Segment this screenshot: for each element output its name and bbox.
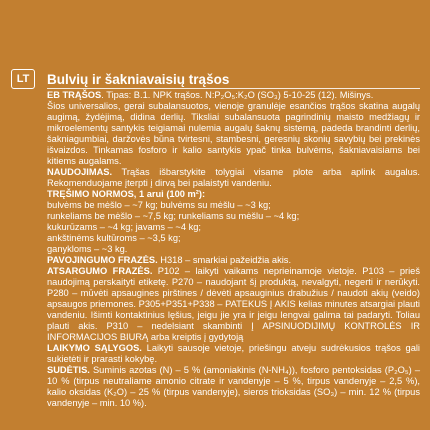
rate-line: ankštinėms kultūroms – ~3,5 kg; xyxy=(47,233,181,243)
composition-text: Suminis azotas (N) – 5 % (amoniakinis (N-NH₄)), fosforo pentoksidas (P₂O₅) – 10 % (tirpus neutraliame amonio citrate ir vandenyje – 5 %, tirpus vandenyje – 2,5 %), kalio oksidas (K₂O) – 25 % (tirpus vandenyje), sieros trioksidas (SO₃) – min. 12 % (tirpus vandenyje – min. 10 %). xyxy=(47,365,420,408)
rate-line: runkeliams be mėšlo – ~7,5 kg; runkeliams su mėšlu – ~4 kg; xyxy=(47,211,300,221)
product-title: Bulvių ir šakniavaisių trąšos xyxy=(47,72,230,87)
storage-section xyxy=(47,343,420,365)
label-text xyxy=(47,72,420,409)
precaution-text: P102 – laikyti vaikams neprieinamoje vietoje. P103 – prieš naudojimą perskaityti etiketę. P270 – naudojant šį produktą, nevalgyti, negerti ir nerūkyti. P280 – mūvėti apsaugines pirštines / dėvėti apsauginius drabužius / naudoti akių (veido) apsaugos priemones. P305+P351+P338 – PATEKUS Į AKIS kelias minutes atsargiai plauti vandeniu. Išimti kontaktinius lęšius, jeigu jie yra ir jeigu lengvai galima tai padaryti. Toliau plauti akis. P310 – nedelsiant skambinti Į APSINUODIJIMŲ KONTROLĖS IR INFORMACIJOS BIURĄ arba kreiptis į gydytoją xyxy=(47,266,420,342)
precaution-label: ATSARGUMO FRAZĖS. xyxy=(47,266,153,276)
rate-line: ganykloms – ~3 kg. xyxy=(47,244,128,254)
fertilizer-type xyxy=(47,90,420,101)
hazard-section xyxy=(47,255,420,266)
precaution-section xyxy=(47,266,420,343)
title-divider xyxy=(47,88,420,89)
composition-section xyxy=(47,365,420,409)
composition-label: SUDĖTIS. xyxy=(47,365,90,375)
hazard-label: PAVOJINGUMO FRAZĖS. xyxy=(47,255,158,265)
rate-line: kukurūzams – ~4 kg; javams – ~4 kg; xyxy=(47,222,201,232)
storage-text: Laikyti sausoje vietoje, priešingu atveju sudrėkusios trąšos gali sukietėti ir prarasti kokybę. xyxy=(47,343,421,364)
hazard-text: H318 – smarkiai pažeidžia akis. xyxy=(157,255,292,265)
usage-label: NAUDOJIMAS. xyxy=(47,167,113,177)
language-badge: LT xyxy=(11,69,35,89)
usage-text: Trąšas išbarstykite tolygiai visame plote arba aplink augalus. Rekomenduojame įterpti į dirvą bei palaistyti vandeniu. xyxy=(47,167,420,188)
description: Šios universalios, gerai subalansuotos, vienoje granulėje esančios trąšos skatina augalų augimą, žydėjimą, didina derlių. Tiksliai subalansuota pagrindinių maisto medžiagų ir mikroelementų santykis teigiamai nulemia augalų šaknų sistemą, padeda brandinti derlių, šakniagumbiai, daržovės būna tvirtesni, stambesni, geresnių skonių savybių bei prekinės išvaizdos. Tinkamas fosforo ir kalio santykis ypač tinka bulvėms, šakniavaisiams bei kitiems augalams. xyxy=(47,101,420,166)
fertilizer-type-text: . Tipas: B.1. NPK trąšos. N:P₂O₅:K₂O (SO₃) 5-10-25 (12). Mišinys. xyxy=(101,90,374,100)
fertilizer-type-label: EB TRĄŠOS xyxy=(47,90,102,100)
rate-line: bulvėms be mėšlo – ~7 kg; bulvėms su mėšlu – ~3 kg; xyxy=(47,200,271,210)
storage-label: LAIKYMO SĄLYGOS. xyxy=(47,343,142,353)
rates-label: TRĘŠIMO NORMOS, 1 arui (100 m²): xyxy=(47,189,206,199)
rates-list xyxy=(47,200,420,255)
usage-section xyxy=(47,167,420,189)
rates-heading xyxy=(47,189,420,200)
